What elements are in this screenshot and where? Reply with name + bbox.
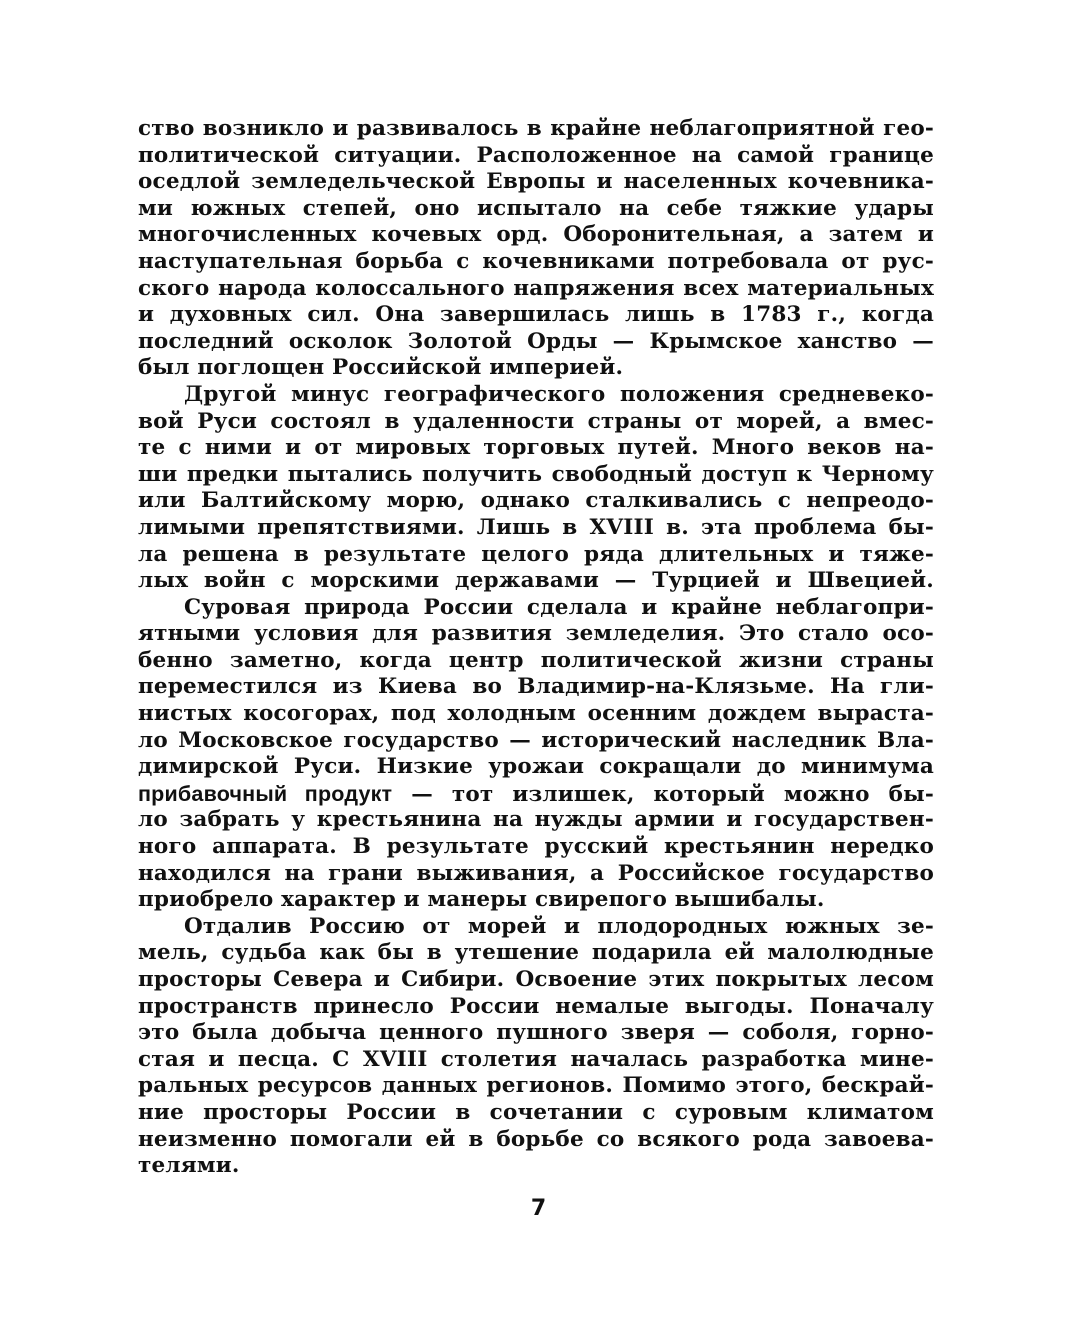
text-line: ние просторы России в сочетании с суровым климатом <box>138 1099 934 1125</box>
text-line: мель, судьба как бы в утешение подарила ей малолюдные <box>138 940 934 966</box>
text-line: наступательная борьба с кочевниками потребовала от рус- <box>138 248 934 274</box>
text-line: просторы Севера и Сибири. Освоение этих покрытых лесом <box>138 967 934 992</box>
text-line: лимыми препятствиями. Лишь в XVIII в. эта проблема бы- <box>138 514 934 540</box>
text-line: приобрело характер и манеры свирепого вышибалы. <box>138 887 825 913</box>
text-line: ральных ресурсов данных регионов. Помимо этого, бескрай- <box>138 1073 934 1099</box>
body-text <box>138 116 934 1180</box>
text-line: ло Московское государство — исторический наследник Вла- <box>138 727 934 753</box>
text-line: ла решена в результате целого ряда длительных и тяже- <box>138 541 934 567</box>
text-line: ми южных степей, оно испытало на себе тяжкие удары <box>138 195 934 221</box>
text-line: стая и песца. С XVIII столетия началась разработка мине- <box>138 1046 934 1072</box>
text-line: это была добыча ценного пушного зверя — соболя, горно- <box>138 1020 934 1046</box>
text-line: бенно заметно, когда центр политической жизни страны <box>138 647 934 673</box>
text-line: ного аппарата. В результате русский крестьянин нередко <box>138 834 934 860</box>
text-line: ши предки пытались получить свободный доступ к Черному <box>138 461 934 487</box>
text-line: телями. <box>138 1153 240 1179</box>
text-line: нистых косогорах, под холодным осенним дождем выраста- <box>138 701 934 727</box>
text-line: или Балтийскому морю, однако сталкивались с непреодо- <box>138 488 934 514</box>
text-line: и духовных сил. Она завершилась лишь в 1783 г., когда <box>138 302 934 328</box>
text-line: Отдалив Россию от морей и плодородных южных зе- <box>184 913 934 939</box>
text-line: ло забрать у крестьянина на нужды армии и государствен- <box>138 807 934 833</box>
term-definition: — тот излишек, который можно бы- <box>392 781 934 807</box>
text-line: вой Руси состоял в удаленности страны от морей, а вмес- <box>138 408 934 434</box>
text-line: переместился из Киева во Владимир-на-Клязьме. На гли- <box>138 674 934 700</box>
text-line: Другой минус географического положения средневеко- <box>184 381 934 407</box>
text-line: лых войн с морскими державами — Турцией и Швецией. <box>138 568 934 594</box>
text-line: последний осколок Золотой Орды — Крымское ханство — <box>138 328 934 354</box>
text-line: находился на грани выживания, а Российское государство <box>138 860 934 886</box>
text-line: ского народа колоссального напряжения всех материальных <box>138 275 934 301</box>
text-line: Суровая природа России сделала и крайне неблагопри- <box>184 594 934 620</box>
text-line: ятными условия для развития земледелия. Это стало осо- <box>138 621 934 647</box>
text-line: димирской Руси. Низкие урожаи сокращали до минимума <box>138 754 934 780</box>
text-line: оседлой земледельческой Европы и населенных кочевника- <box>138 169 934 195</box>
text-line: многочисленных кочевых орд. Оборонительная, а затем и <box>138 222 934 248</box>
text-line: был поглощен Российской империей. <box>138 355 624 381</box>
text-line-with-term <box>138 781 934 808</box>
text-line: те с ними и от мировых торговых путей. Много веков на- <box>138 435 934 461</box>
page-number: 7 <box>530 1196 547 1221</box>
text-line: неизменно помогали ей в борьбе со всякого рода завоева- <box>138 1126 934 1152</box>
text-line: политической ситуации. Расположенное на самой границе <box>138 142 934 168</box>
key-term: прибавочный продукт <box>138 781 393 806</box>
text-line: ство возникло и развивалось в крайне неблагоприятной гео- <box>138 116 934 141</box>
text-line: пространств принесло России немалые выгоды. Поначалу <box>138 993 934 1019</box>
